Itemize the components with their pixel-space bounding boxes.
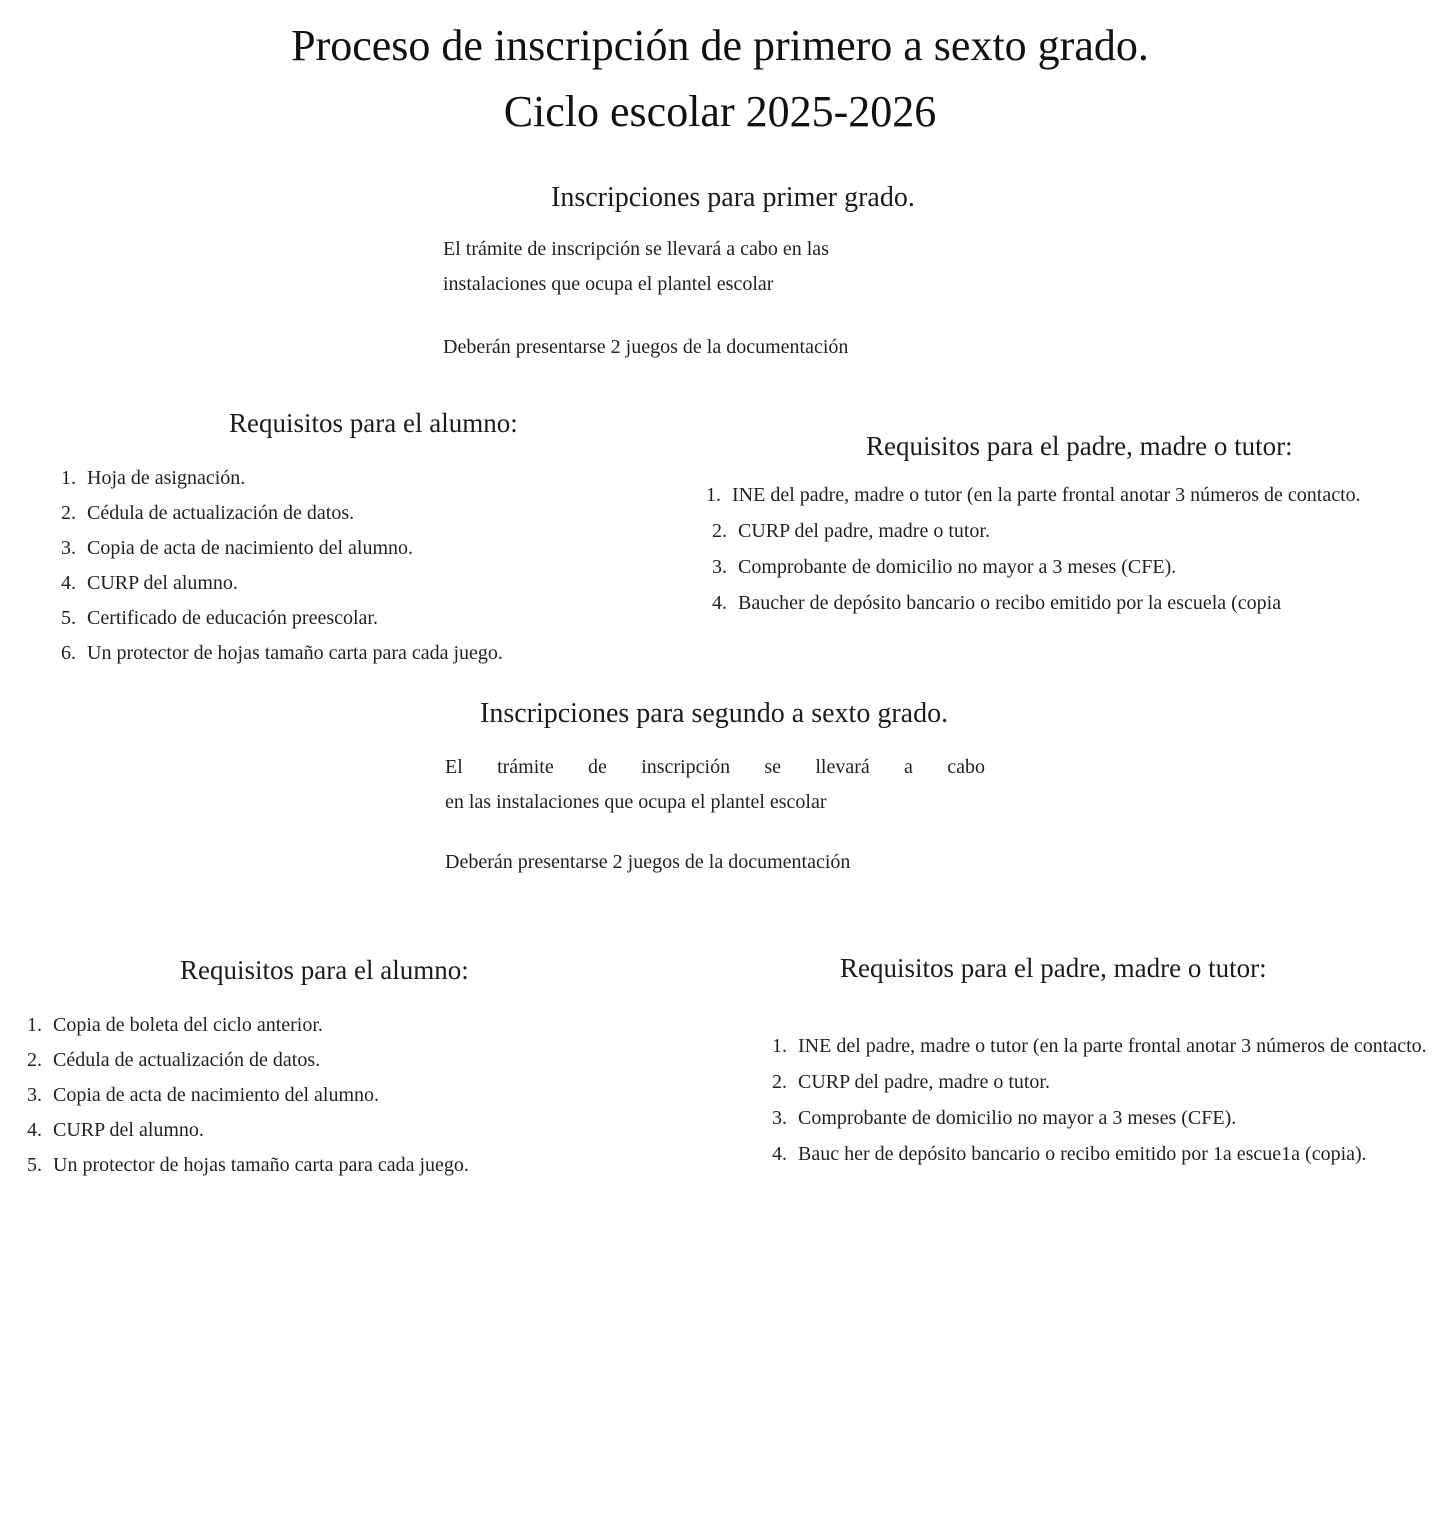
primer-grado-paragraph-line-2: instalaciones que ocupa el plantel escolar: [443, 273, 774, 295]
segundo-sexto-paragraph-line-1: El trámite de inscripción se llevará a cabo: [445, 756, 985, 778]
list-item: [712, 514, 1440, 549]
list-item: [27, 1153, 487, 1178]
primer-grado-alumno-list: [61, 466, 521, 676]
list-item-number: 4.: [61, 572, 76, 594]
segundo-sexto-tutor-heading: Requisitos para el padre, madre o tutor:: [840, 953, 1267, 983]
list-item-number: 2.: [27, 1049, 42, 1071]
list-item: [772, 1137, 1440, 1172]
list-item-text: Comprobante de domicilio no mayor a 3 meses (CFE).: [798, 1107, 1237, 1129]
primer-grado-paragraph-line-1: El trámite de inscripción se llevará a cabo en las: [443, 238, 829, 260]
section-heading-primer-grado: Inscripciones para primer grado.: [551, 182, 915, 213]
list-item-number: 1.: [61, 467, 76, 489]
segundo-sexto-paragraph: [445, 750, 985, 820]
primer-grado-note: Deberán presentarse 2 juegos de la documentación: [443, 336, 849, 358]
section-heading-segundo-sexto: Inscripciones para segundo a sexto grado.: [480, 698, 949, 729]
segundo-sexto-paragraph-line-2: en las instalaciones que ocupa el plantel escolar: [445, 791, 827, 813]
list-item: [27, 1048, 487, 1073]
list-item-text: Bauc her de depósito bancario o recibo emitido por 1a escue1a (copia).: [798, 1143, 1367, 1165]
list-item-number: 4.: [772, 1143, 787, 1165]
list-item: [712, 550, 1440, 585]
list-item-text: Cédula de actualización de datos.: [87, 502, 355, 524]
list-item: [61, 536, 521, 561]
list-item-number: 3.: [772, 1107, 787, 1129]
list-item: [27, 1118, 487, 1143]
list-item-text: INE del padre, madre o tutor (en la parte frontal anotar 3 números de contacto.: [798, 1035, 1427, 1057]
list-item: [772, 1029, 1440, 1064]
segundo-sexto-tutor-list: [772, 1029, 1440, 1173]
list-item: [27, 1083, 487, 1108]
list-item: [61, 466, 521, 491]
page-title-line-1: Proceso de inscripción de primero a sexto grado.: [291, 21, 1149, 70]
list-item: [772, 1101, 1440, 1136]
segundo-sexto-note: Deberán presentarse 2 juegos de la documentación: [445, 851, 851, 873]
list-item-number: 2.: [61, 502, 76, 524]
list-item: [712, 586, 1440, 621]
primer-grado-tutor-list: [706, 478, 1440, 622]
list-item-text: CURP del alumno.: [87, 572, 238, 594]
primer-grado-paragraph: [443, 232, 963, 302]
list-item-text: Un protector de hojas tamaño carta para cada juego.: [53, 1154, 469, 1176]
list-item-text: Hoja de asignación.: [87, 467, 246, 489]
list-item-text: Certificado de educación preescolar.: [87, 607, 378, 629]
list-item-number: 1.: [706, 484, 721, 506]
list-item: [772, 1065, 1440, 1100]
list-item-text: Cédula de actualización de datos.: [53, 1049, 321, 1071]
list-item-number: 3.: [61, 537, 76, 559]
list-item: [61, 606, 521, 631]
list-item-number: 3.: [27, 1084, 42, 1106]
list-item-number: 5.: [27, 1154, 42, 1176]
list-item-text: Baucher de depósito bancario o recibo emitido por la escuela (copia: [738, 592, 1282, 614]
list-item-number: 3.: [712, 556, 727, 578]
list-item-number: 4.: [712, 592, 727, 614]
list-item-number: 1.: [772, 1035, 787, 1057]
list-item-text: Copia de boleta del ciclo anterior.: [53, 1014, 323, 1036]
list-item-number: 1.: [27, 1014, 42, 1036]
list-item: [706, 478, 1440, 513]
list-item-number: 6.: [61, 642, 76, 664]
list-item-number: 5.: [61, 607, 76, 629]
list-item-text: Un protector de hojas tamaño carta para cada juego.: [87, 642, 503, 664]
list-item: [27, 1013, 487, 1038]
list-item-number: 4.: [27, 1119, 42, 1141]
list-item-text: CURP del padre, madre o tutor.: [798, 1071, 1050, 1093]
page-title-line-2: Ciclo escolar 2025-2026: [503, 87, 937, 136]
list-item-text: INE del padre, madre o tutor (en la parte frontal anotar 3 números de contacto.: [732, 484, 1361, 506]
list-item-number: 2.: [772, 1071, 787, 1093]
list-item-text: CURP del alumno.: [53, 1119, 204, 1141]
primer-grado-alumno-heading: Requisitos para el alumno:: [229, 408, 518, 438]
list-item-number: 2.: [712, 520, 727, 542]
list-item-text: CURP del padre, madre o tutor.: [738, 520, 990, 542]
primer-grado-tutor-heading: Requisitos para el padre, madre o tutor:: [866, 431, 1293, 461]
list-item: [61, 501, 521, 526]
segundo-sexto-alumno-heading: Requisitos para el alumno:: [180, 955, 469, 985]
list-item-text: Copia de acta de nacimiento del alumno.: [53, 1084, 379, 1106]
list-item-text: Comprobante de domicilio no mayor a 3 meses (CFE).: [738, 556, 1177, 578]
list-item: [61, 641, 521, 666]
segundo-sexto-alumno-list: [27, 1013, 487, 1188]
list-item: [61, 571, 521, 596]
list-item-text: Copia de acta de nacimiento del alumno.: [87, 537, 413, 559]
